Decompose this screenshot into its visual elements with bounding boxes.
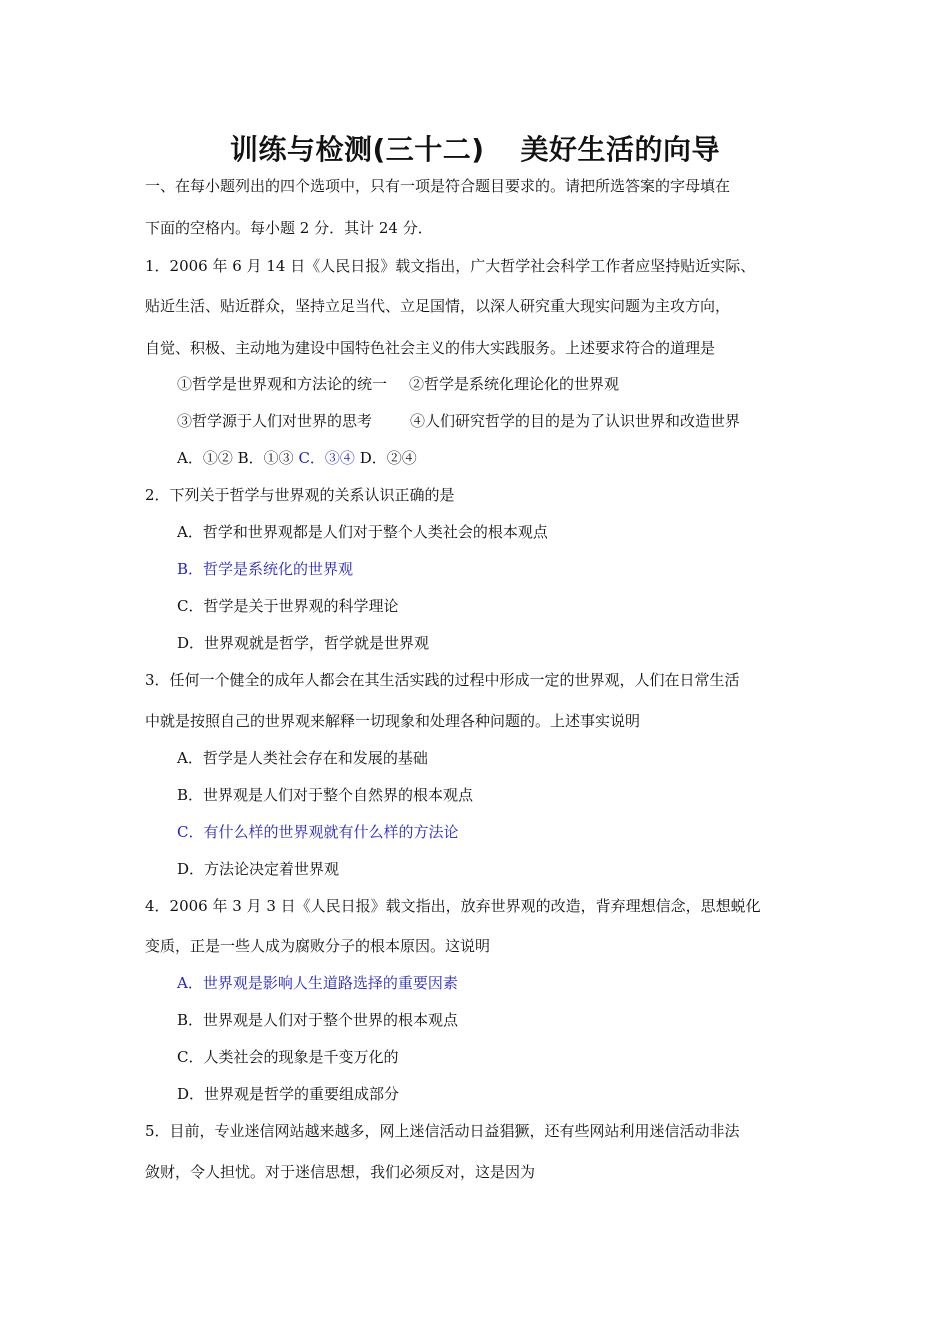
q1-option-b: B．①③ <box>237 449 294 467</box>
q4-option-a: A．世界观是影响人生道路选择的重要因素 <box>177 974 458 992</box>
q3-stem-line1: 3．任何一个健全的成年人都会在其生活实践的过程中形成一定的世界观，人们在日常生活 <box>145 671 740 689</box>
section-instruction-line1: 一、在每小题列出的四个选项中，只有一项是符合题目要求的。请把所选答案的字母填在 <box>145 177 731 195</box>
q1-option-d: D．②④ <box>359 449 417 467</box>
q1-statements-row2 <box>177 411 740 431</box>
q1-statements-row1 <box>177 374 619 394</box>
q4-stem-line1: 4．2006 年 3 月 3 日《人民日报》载文指出，放弃世界观的改造，背弃理想信念，思想蜕化 <box>145 897 761 915</box>
q3-stem-line2: 中就是按照自己的世界观来解释一切现象和处理各种问题的。上述事实说明 <box>145 712 641 730</box>
q2-option-a: A．哲学和世界观都是人们对于整个人类社会的根本观点 <box>177 523 548 541</box>
q3-option-d: D．方法论决定着世界观 <box>177 860 340 878</box>
q2-option-b: B．哲学是系统化的世界观 <box>177 560 354 578</box>
q1-option-a: A．①② <box>177 449 233 467</box>
q3-option-a: A．哲学是人类社会存在和发展的基础 <box>177 749 428 767</box>
q1-statement-1: ①哲学是世界观和方法论的统一 <box>177 375 388 393</box>
q4-option-d: D．世界观是哲学的重要组成部分 <box>177 1085 400 1103</box>
q1-option-c: C．③④ <box>298 449 355 467</box>
q4-stem-line2: 变质，正是一些人成为腐败分子的根本原因。这说明 <box>145 937 491 955</box>
q1-statement-2: ②哲学是系统化理论化的世界观 <box>409 375 620 393</box>
q1-statement-3: ③哲学源于人们对世界的思考 <box>177 412 373 430</box>
q3-option-c: C．有什么样的世界观就有什么样的方法论 <box>177 823 459 841</box>
title-sub: 美好生活的向导 <box>520 133 721 166</box>
q1-stem-line1: 1．2006 年 6 月 14 日《人民日报》载文指出，广大哲学社会科学工作者应坚持贴近实际、 <box>145 257 756 275</box>
q2-option-d: D．世界观就是哲学，哲学就是世界观 <box>177 634 430 652</box>
q2-option-c: C．哲学是关于世界观的科学理论 <box>177 597 399 615</box>
page-title <box>0 128 950 168</box>
q1-options <box>177 448 417 468</box>
q1-stem-line3: 自觉、积极、主动地为建设中国特色社会主义的伟大实践服务。上述要求符合的道理是 <box>145 339 716 357</box>
q3-option-b: B．世界观是人们对于整个自然界的根本观点 <box>177 786 474 804</box>
q5-stem-line1: 5．目前，专业迷信网站越来越多，网上迷信活动日益猖獗，还有些网站利用迷信活动非法 <box>145 1122 740 1140</box>
q4-option-b: B．世界观是人们对于整个世界的根本观点 <box>177 1011 459 1029</box>
section-instruction-line2: 下面的空格内。每小题 2 分．其计 24 分． <box>145 219 433 237</box>
q2-stem: 2．下列关于哲学与世界观的关系认识正确的是 <box>145 486 455 504</box>
q1-stem-line2: 贴近生活、贴近群众，坚持立足当代、立足国情，以深人研究重大现实问题为主攻方向， <box>145 297 731 315</box>
q4-option-c: C．人类社会的现象是千变万化的 <box>177 1048 399 1066</box>
q5-stem-line2: 敛财，令人担忧。对于迷信思想，我们必须反对，这是因为 <box>145 1163 536 1181</box>
q1-statement-4: ④人们研究哲学的目的是为了认识世界和改造世界 <box>410 412 741 430</box>
title-main: 训练与检测(三十二) <box>229 133 485 166</box>
